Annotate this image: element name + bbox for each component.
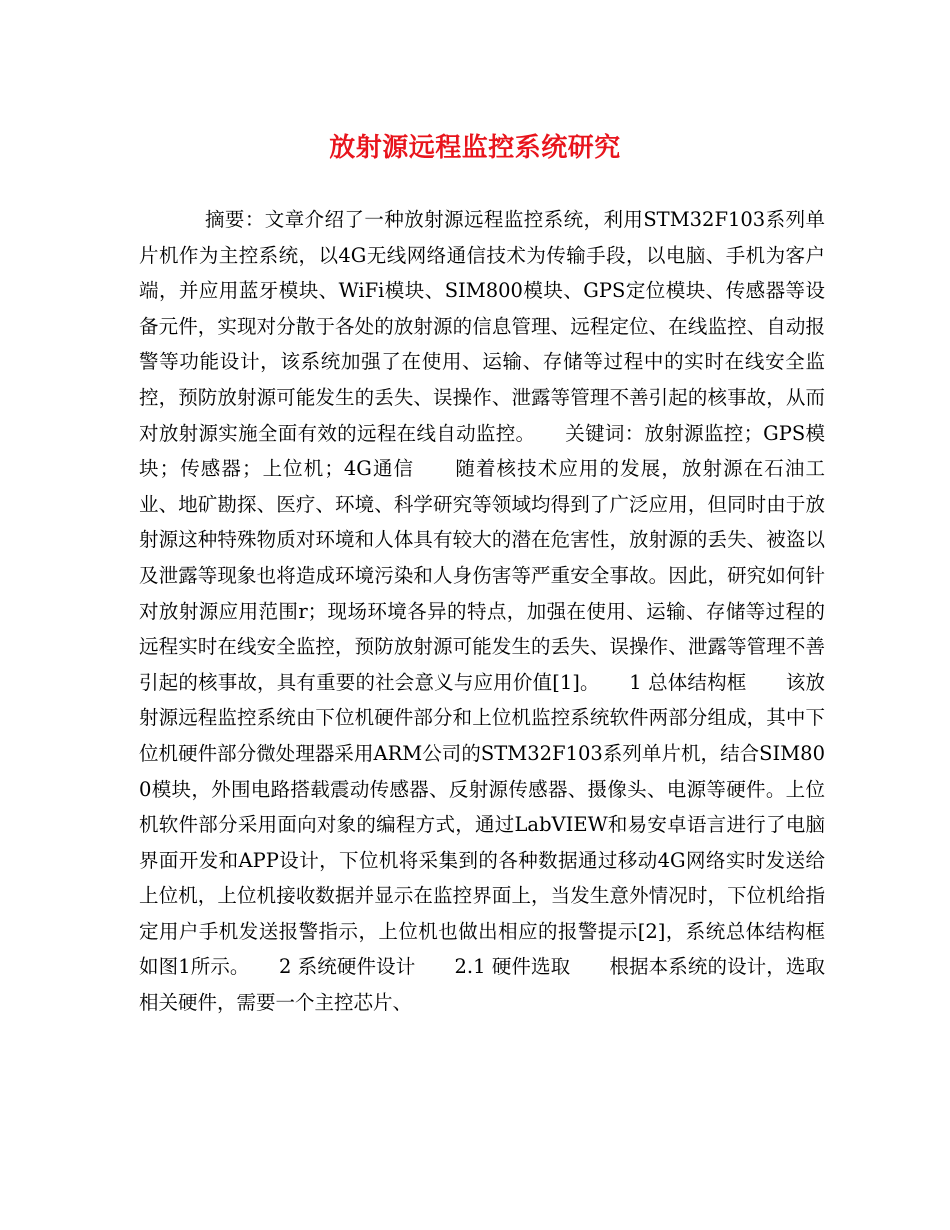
document-title: 放射源远程监控系统研究 <box>329 133 621 163</box>
document-body: 摘要：文章介绍了一种放射源远程监控系统，利用STM32F103系列单片机作为主控系统，以4G无线网络通信技术为传输手段，以电脑、手机为客户端，并应用蓝牙模块、WiFi模块、SIM800模块、GPS定位模块、传感器等设备元件，实现对分散于各处的放射源的信息管理、远程定位、在线监控、自动报警等功能设计，该系统加强了在使用、运输、存储等过程中的实时在线安全监控，预防放射源可能发生的丢失、误操作、泄露等管理不善引起的核事故，从而对放射源实施全面有效的远程在线自动监控。 关键词：放射源监控；GPS模块；传感器；上位机；4G通信 随着核技术应用的发展，放射源在石油工业、地矿勘探、医疗、环境、科学研究等领域均得到了广泛应用，但同时由于放射源这种特殊物质对环境和人体具有较大的潜在危害性，放射源的丢失、被盗以及泄露等现象也将造成环境污染和人身伤害等严重安全事故。因此，研究如何针对放射源应用范围r；现场环境各异的特点，加强在使用、运输、存储等过程的远程实时在线安全监控，预防放射源可能发生的丢失、误操作、泄露等管理不善引起的核事故，具有重要的社会意义与应用价值[1]。 1 总体结构框 该放射源远程监控系统由下位机硬件部分和上位机监控系统软件两部分组成，其中下位机硬件部分微处理器采用ARM公司的STM32F103系列单片机，结合SIM800模块，外围电路搭载震动传感器、反射源传感器、摄像头、电源等硬件。上位机软件部分采用面向对象的编程方式，通过LabVIEW和易安卓语言进行了电脑界面开发和APP设计，下位机将采集到的各种数据通过移动4G网络实时发送给上位机，上位机接收数据并显示在监控界面上，当发生意外情况时，下位机给指定用户手机发送报警指示，上位机也做出相应的报警提示[2]，系统总体结构框如图1所示。 2 系统硬件设计 2.1 硬件选取 根据本系统的设计，选取相关硬件，需要一个主控芯片、 <box>139 208 825 1015</box>
